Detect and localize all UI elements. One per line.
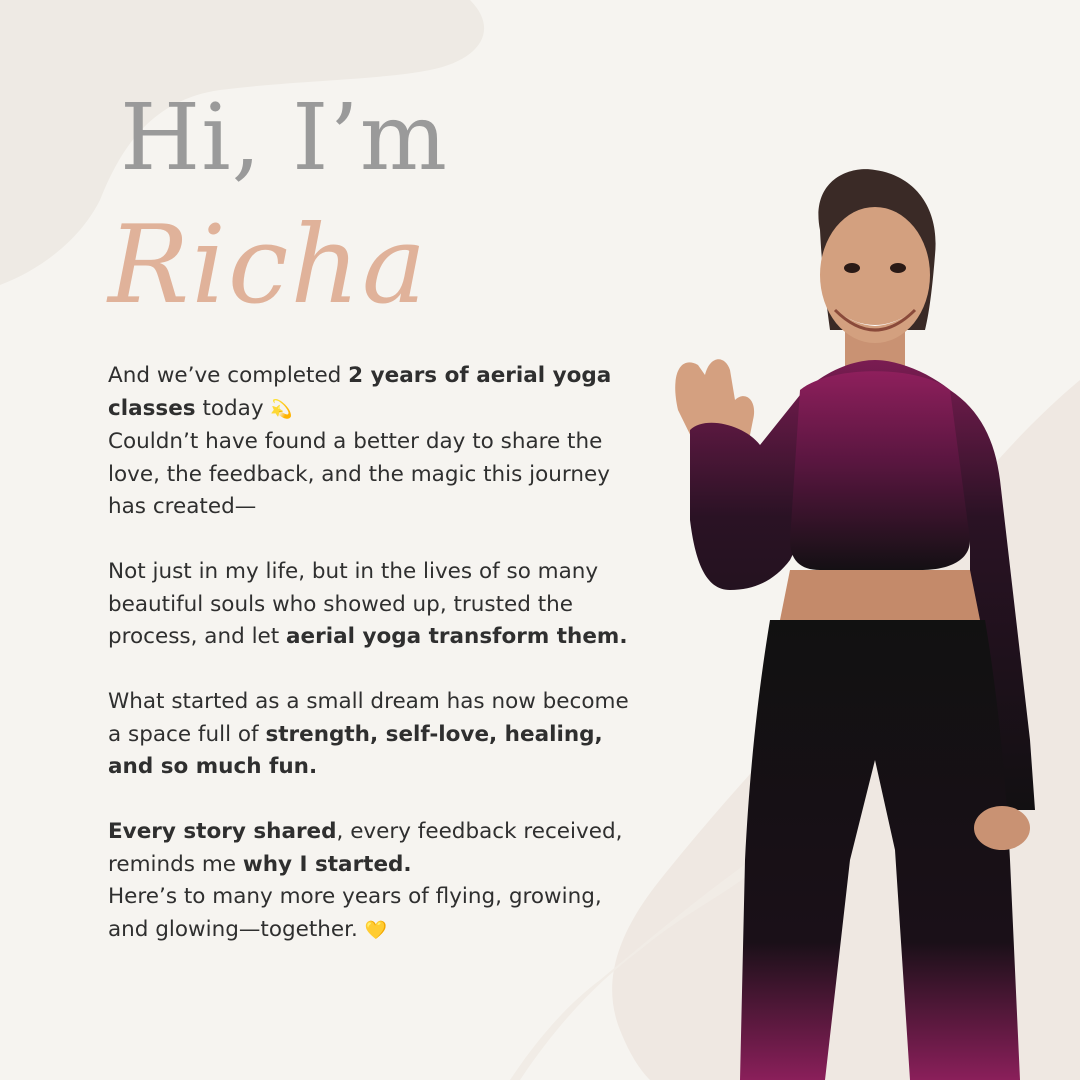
story-text: [108, 360, 648, 947]
paragraph-4: [108, 816, 648, 947]
name-heading: Richa: [108, 203, 429, 328]
text-segment: Couldn’t have found a better day to share the love, the feedback, and the magic this journey has created—: [108, 429, 610, 519]
highlight-strength: strength, self-love, healing, and so much fun.: [108, 721, 603, 779]
text-segment: Not just in my life, but in the lives of so many beautiful souls who showed up, trusted the process, and let: [108, 559, 599, 649]
highlight-story: Every story shared: [108, 819, 337, 844]
text-segment: What started as a small dream has now become a space full of: [108, 689, 629, 747]
paragraph-1: [108, 360, 648, 524]
yellow-heart-icon: 💛: [364, 919, 388, 941]
text-segment: And we’ve completed: [108, 363, 349, 388]
highlight-transform: aerial yoga transform them.: [286, 624, 628, 649]
woman-photo: [650, 160, 1080, 1080]
text-segment: today: [195, 395, 271, 421]
dizzy-star-icon: 💫: [270, 398, 293, 420]
paragraph-3: [108, 686, 648, 784]
highlight-why: why I started.: [242, 851, 412, 877]
highlight-years: 2 years of aerial yoga classes: [108, 363, 612, 421]
text-segment: , every feedback received, reminds me: [108, 819, 623, 877]
greeting-heading: Hi, I’m: [120, 84, 448, 191]
paragraph-2: [108, 556, 648, 654]
text-segment: Here’s to many more years of flying, growing, and glowing—together.: [108, 884, 602, 942]
